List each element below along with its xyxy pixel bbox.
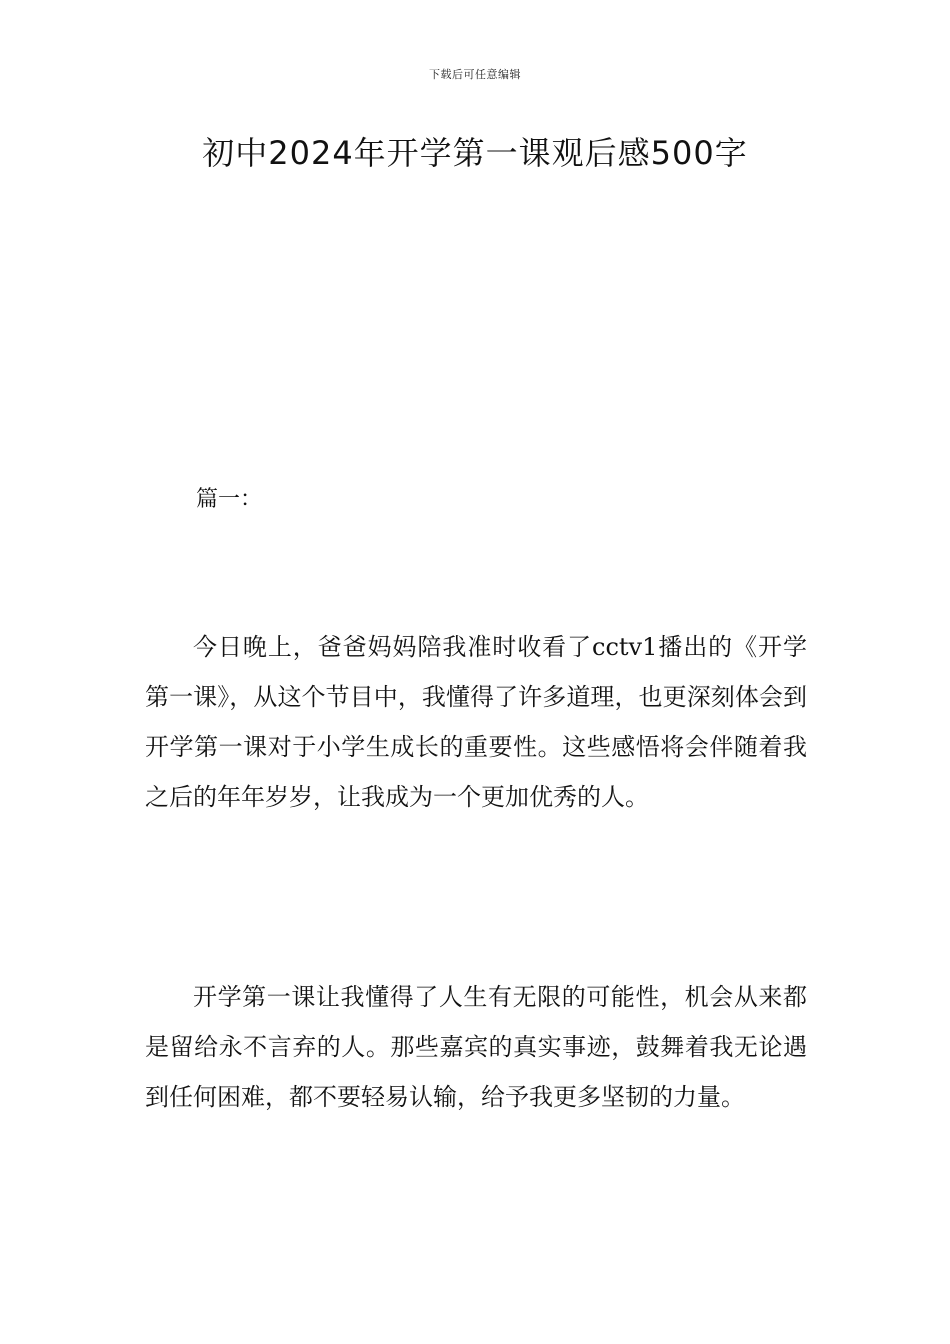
section-heading: 篇一： xyxy=(196,487,263,512)
document-title: 初中2024年开学第一课观后感500字 xyxy=(202,134,748,172)
header-note: 下载后可任意编辑 xyxy=(429,68,521,81)
body-paragraph-1: 今日晚上，爸爸妈妈陪我准时收看了cctv1播出的《开学第一课》，从这个节目中，我懂得了许多道理，也更深刻体会到开学第一课对于小学生成长的重要性。这些感悟将会伴随着我之后的年年岁岁，让我成为一个更加优秀的人。 xyxy=(145,633,807,811)
body-paragraph-2: 开学第一课让我懂得了人生有无限的可能性，机会从来都是留给永不言弃的人。那些嘉宾的真实事迹，鼓舞着我无论遇到任何困难，都不要轻易认输，给予我更多坚韧的力量。 xyxy=(145,983,807,1111)
